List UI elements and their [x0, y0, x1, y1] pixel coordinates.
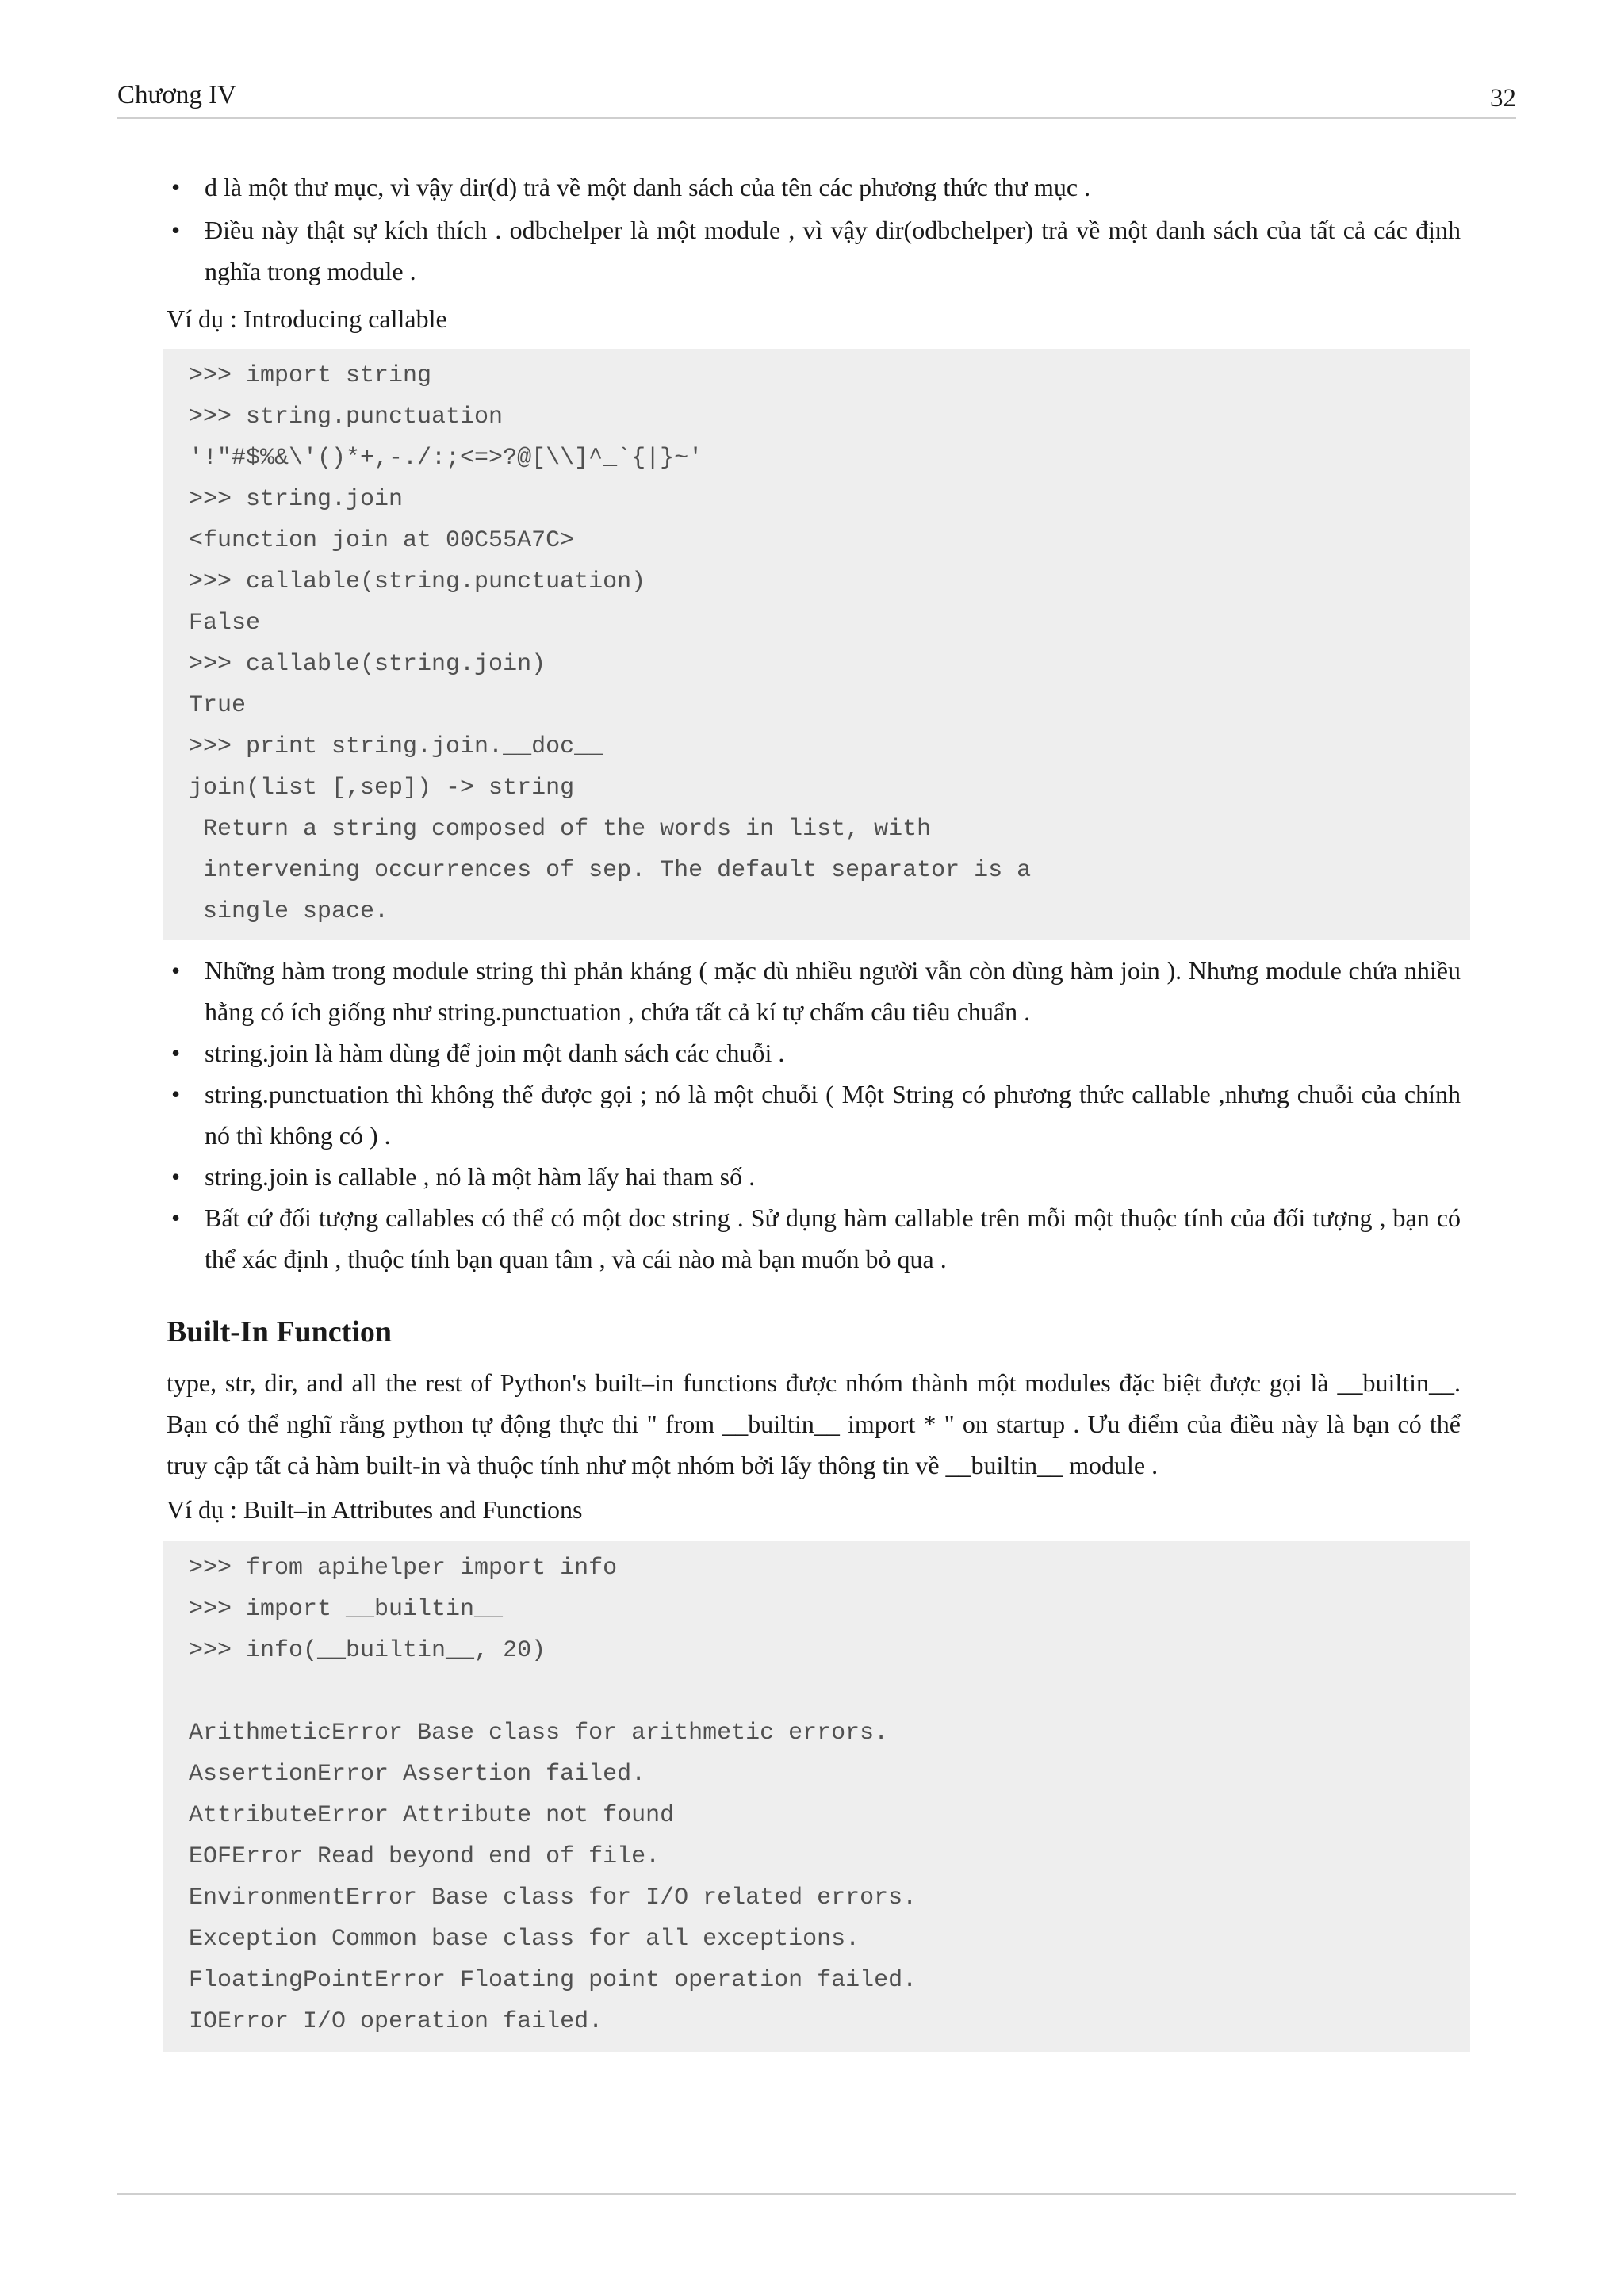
list-item: • string.join is callable , nó là một hàm lấy hai tham số . — [167, 1156, 1461, 1197]
bullet-icon: • — [171, 956, 181, 985]
code-line: <function join at 00C55A7C> — [189, 527, 575, 554]
example-caption: Ví dụ : Built–in Attributes and Functions — [167, 1495, 583, 1524]
code-line — [189, 1671, 1451, 1712]
bullet-icon: • — [171, 1039, 181, 1067]
page-header — [117, 78, 1516, 119]
list-item: • Điều này thật sự kích thích . odbchelper là một module , vì vậy dir(odbchelper) trả về một danh sách của tất cả các định nghĩa trong module . — [167, 209, 1461, 292]
footer-divider — [117, 2193, 1516, 2195]
code-line: >>> callable(string.join) — [189, 651, 546, 678]
list-item: • string.join là hàm dùng để join một danh sách các chuỗi . — [167, 1032, 1461, 1073]
code-line: False — [189, 610, 261, 637]
code-line: '!"#$%&\'()*+,-./:;<=>?@[\\]^_`{|}~' — [189, 445, 703, 472]
section-paragraph: type, str, dir, and all the rest of Python's built–in functions được nhóm thành một modules đặc biệt được gọi là __builtin__. Bạn có thể nghĩ rằng python tự động thực thi " from __builtin__ import * " on startup . Ưu điểm của điều này là bạn có thể truy cập tất cả hàm built-in và thuộc tính như một nhóm bởi lấy thông tin về __builtin__ module . — [167, 1368, 1461, 1479]
list-item: • d là một thư mục, vì vậy dir(d) trả về một danh sách của tên các phương thức thư mục . — [167, 166, 1461, 208]
list-item: • string.punctuation thì không thể được gọi ; nó là một chuỗi ( Một String có phương thức callable ,nhưng chuỗi của chính nó thì không có ) . — [167, 1073, 1461, 1156]
bullet-icon: • — [171, 1203, 181, 1232]
code-line: single space. — [189, 898, 389, 925]
code-line: AssertionError Assertion failed. — [189, 1761, 646, 1788]
code-line: join(list [,sep]) -> string — [189, 775, 575, 802]
list-item: • Bất cứ đối tượng callables có thể có một doc string . Sử dụng hàm callable trên mỗi một thuộc tính của đối tượng , bạn có thể xác định , thuộc tính bạn quan tâm , và cái nào mà bạn muốn bỏ qua . — [167, 1197, 1461, 1280]
code-line: >>> print string.join.__doc__ — [189, 733, 603, 760]
bullet-icon: • — [171, 216, 181, 244]
section-heading: Built-In Function — [167, 1315, 393, 1349]
code-line: EOFError Read beyond end of file. — [189, 1843, 661, 1870]
code-block — [163, 1541, 1470, 2052]
code-line: >>> import string — [189, 362, 432, 389]
code-line: EnvironmentError Base class for I/O related errors. — [189, 1885, 917, 1911]
code-line: >>> import __builtin__ — [189, 1596, 504, 1623]
bullet-list-middle — [167, 950, 1461, 1280]
code-line: Return a string composed of the words in list, with — [189, 816, 932, 843]
code-line: True — [189, 692, 247, 719]
code-line: >>> info(__builtin__, 20) — [189, 1637, 546, 1664]
list-item: • Những hàm trong module string thì phản kháng ( mặc dù nhiều người vẫn còn dùng hàm join ). Nhưng module chứa nhiều hằng có ích giống như string.punctuation , chứa tất cả kí tự chấm câu tiêu chuẩn . — [167, 950, 1461, 1032]
bullet-icon: • — [171, 1162, 181, 1191]
chapter-title: Chương IV — [117, 81, 236, 109]
page-content — [167, 165, 1461, 2052]
page-number: 32 — [1490, 84, 1516, 113]
code-line: ArithmeticError Base class for arithmetic errors. — [189, 1720, 889, 1747]
code-line: >>> string.join — [189, 486, 404, 513]
code-line: >>> string.punctuation — [189, 404, 504, 430]
code-line: FloatingPointError Floating point operation failed. — [189, 1967, 917, 1994]
example-caption: Ví dụ : Introducing callable — [167, 304, 447, 333]
code-line: >>> from apihelper import info — [189, 1555, 618, 1582]
code-block — [163, 349, 1470, 940]
code-line: IOError I/O operation failed. — [189, 2008, 603, 2035]
code-line: >>> callable(string.punctuation) — [189, 568, 646, 595]
bullet-icon: • — [171, 1080, 181, 1108]
code-line: Exception Common base class for all exceptions. — [189, 1926, 860, 1953]
bullet-icon: • — [171, 173, 181, 201]
code-line: intervening occurrences of sep. The default separator is a — [189, 857, 1032, 884]
code-line: AttributeError Attribute not found — [189, 1802, 675, 1829]
bullet-list-top — [167, 166, 1461, 292]
